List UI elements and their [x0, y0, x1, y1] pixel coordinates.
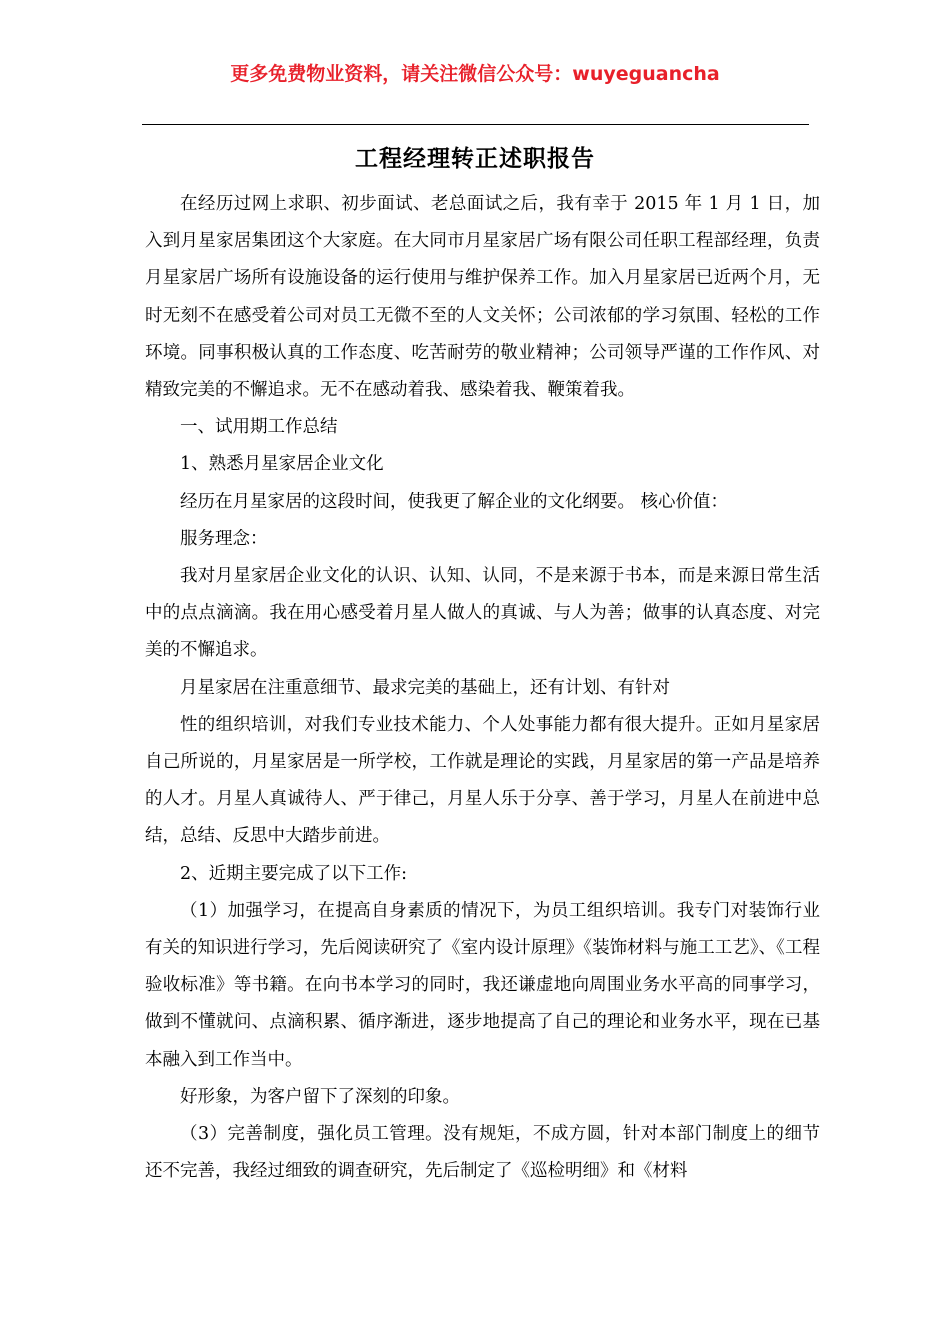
promo-banner: 更多免费物业资料，请关注微信公众号：wuyeguancha [230, 63, 720, 85]
section-heading: 一、试用期工作总结 [180, 417, 338, 438]
document-title: 工程经理转正述职报告 [355, 145, 595, 172]
paragraph: 月星家居在注重意细节、最求完美的基础上，还有计划、有针对 [180, 677, 670, 698]
paragraph: （3）完善制度，强化员工管理。没有规矩，不成方圆，针对本部门制度上的细节还不完善，我经过细致的调查研究，先后制定了《巡检明细》和《材料 [145, 1124, 820, 1182]
header-divider [142, 124, 809, 125]
paragraph: 好形象，为客户留下了深刻的印象。 [180, 1086, 460, 1107]
document-body [145, 186, 820, 1190]
subsection-heading: 2、近期主要完成了以下工作: [180, 863, 408, 884]
paragraph: 在经历过网上求职、初步面试、老总面试之后，我有幸于 2015 年 1 月 1 日，加入到月星家居集团这个大家庭。在大同市月星家居广场有限公司任职工程部经理，负责月星家居广场所有设施设备的运行使用与维护保养工作。加入月星家居已近两个月，无时无刻不在感受着公司对员工无微不至的人文关怀；公司浓郁的学习氛围、轻松的工作环境。同事积极认真的工作态度、吃苦耐劳的敬业精神；公司领导严谨的工作作风、对精致完美的不懈追求。无不在感动着我、感染着我、鞭策着我。 [145, 194, 820, 401]
paragraph: 我对月星家居企业文化的认识、认知、认同，不是来源于书本，而是来源日常生活中的点点滴滴。我在用心感受着月星人做人的真诚、与人为善；做事的认真态度、对完美的不懈追求。 [145, 566, 820, 661]
paragraph: （1）加强学习，在提高自身素质的情况下，为员工组织培训。我专门对装饰行业有关的知识进行学习，先后阅读研究了《室内设计原理》《装饰材料与施工工艺》、《工程验收标准》等书籍。在向书本学习的同时，我还谦虚地向周围业务水平高的同事学习，做到不懂就问、点滴积累、循序渐进，逐步地提高了自己的理论和业务水平，现在已基本融入到工作当中。 [145, 900, 820, 1070]
paragraph: 服务理念： [180, 528, 268, 549]
subsection-heading: 1、熟悉月星家居企业文化 [180, 454, 384, 475]
paragraph: 性的组织培训，对我们专业技术能力、个人处事能力都有很大提升。正如月星家居自己所说的，月星家居是一所学校，工作就是理论的实践，月星家居的第一产品是培养的人才。月星人真诚待人、严于律己，月星人乐于分享、善于学习，月星人在前进中总结，总结、反思中大踏步前进。 [145, 714, 820, 847]
paragraph: 经历在月星家居的这段时间，使我更了解企业的文化纲要。 核心价值： [180, 491, 729, 512]
